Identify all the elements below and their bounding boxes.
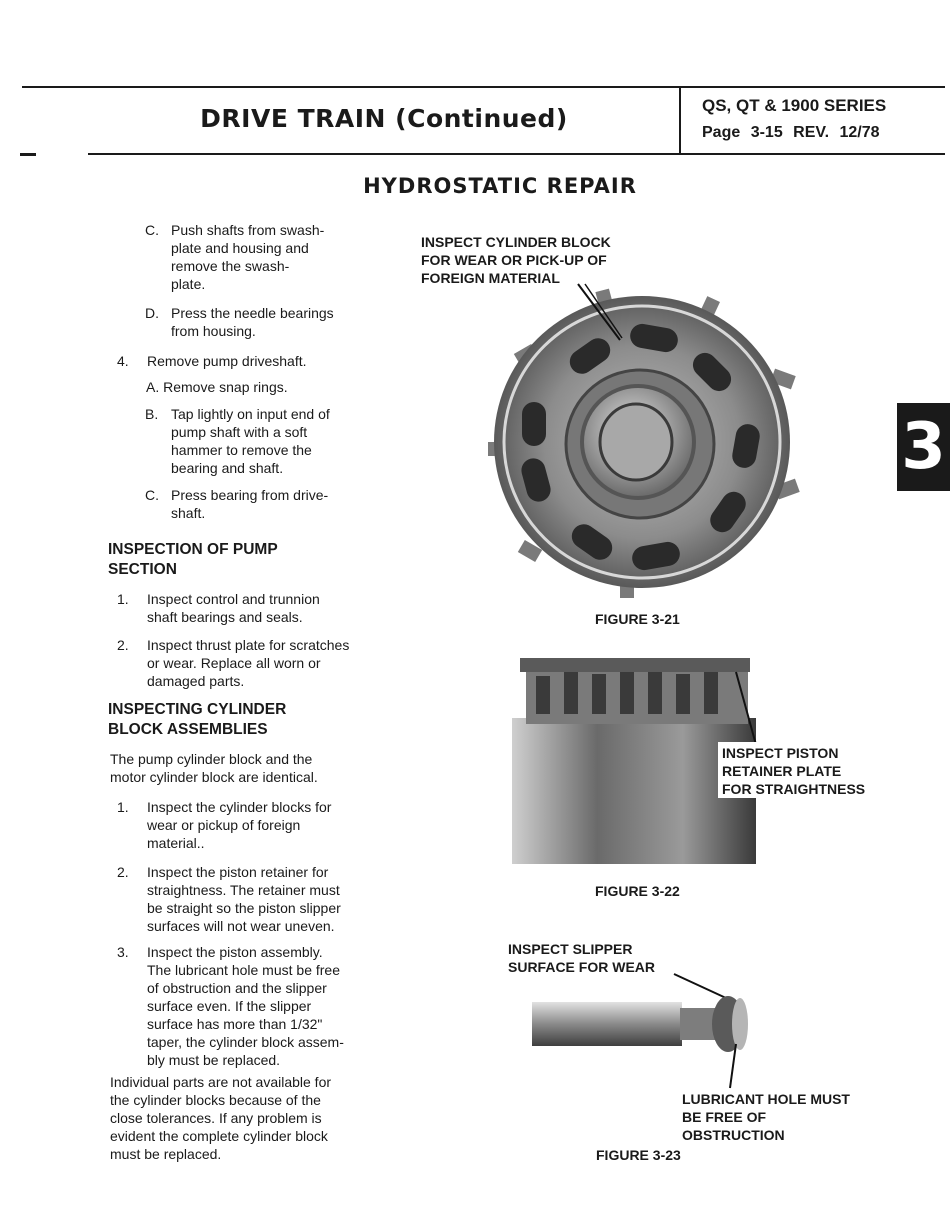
step-text: Remove pump driveshaft. [147,353,307,369]
step-4-remove-driveshaft [117,352,377,370]
step-text: Inspect the piston retainer for straightness. The retainer must be straight so the piston slipper surfaces will not wear uneven. [147,864,341,934]
pump-check-1 [117,590,377,626]
figure-3-23-caption: FIGURE 3-23 [596,1147,681,1163]
step-label: 2. [117,864,129,880]
step-c-push-shafts [145,221,375,293]
step-text: Inspect thrust plate for scratches or wear. Replace all worn or damaged parts. [147,637,350,689]
step-4b-tap-shaft [145,405,385,477]
figure-3-22-caption: FIGURE 3-22 [595,883,680,899]
heading-inspecting-cylinder: INSPECTING CYLINDER BLOCK ASSEMBLIES [108,701,287,738]
pump-check-2 [117,636,387,690]
step-label: C. [145,487,159,503]
step-label: 3. [117,944,129,960]
header-divider [679,88,681,154]
series-label: QS, QT & 1900 SERIES [702,96,887,115]
step-label: 1. [117,591,129,607]
intro-paragraph: The pump cylinder block and the motor cylinder block are identical. [110,751,318,785]
step-4c-press-bearing [145,486,385,522]
step-text: Tap lightly on input end of pump shaft with a soft hammer to remove the bearing and shaft. [171,406,330,476]
step-text: Push shafts from swash- plate and housing and remove the swash- plate. [171,222,325,292]
step-label: C. [145,222,159,238]
step-label: 4. [117,353,129,369]
closing-paragraph: Individual parts are not available for the cylinder blocks because of the close tolerances. If any problem is evident the complete cylinder block must be replaced. [110,1074,332,1162]
step-label: 2. [117,637,129,653]
section-title: HYDROSTATIC REPAIR [363,174,637,198]
figure-3-21-caption: FIGURE 3-21 [595,611,680,627]
header-rule-bottom [88,153,945,155]
piston-assembly-photo [530,972,760,1092]
cylinder-check-2 [117,863,377,935]
step-d-press-bearings [145,304,385,340]
fig23-slipper-callout: INSPECT SLIPPER SURFACE FOR WEAR [508,941,655,975]
step-text: Inspect the piston assembly. The lubricant hole must be free of obstruction and the slipper surface even. If the slipper surface has more than 1/32" taper, the cylinder block assem- bly must be replaced. [147,944,344,1068]
step-label: D. [145,305,159,321]
step-text: Press the needle bearings from housing. [171,305,334,339]
header-rule-top [22,86,945,88]
page-header-title: DRIVE TRAIN (Continued) [200,104,568,133]
fig21-callout: INSPECT CYLINDER BLOCK FOR WEAR OR PICK-UP OF FOREIGN MATERIAL [421,234,611,286]
step-label: 1. [117,799,129,815]
fig23-hole-callout: LUBRICANT HOLE MUST BE FREE OF OBSTRUCTION [682,1091,850,1143]
cylinder-check-3 [117,943,377,1069]
step-text: Inspect control and trunnion shaft bearings and seals. [147,591,320,625]
page-number: Page 3-15 REV. 12/78 [702,124,880,141]
cylinder-check-1 [117,798,377,852]
step-label: B. [145,406,159,422]
step-text: Press bearing from drive- shaft. [171,487,329,521]
cylinder-block-photo [480,282,810,602]
chapter-tab: 3 [897,403,950,491]
fig22-callout: INSPECT PISTON RETAINER PLATE FOR STRAIGHTNESS [722,745,866,797]
heading-inspection-pump: INSPECTION OF PUMP SECTION [108,541,278,578]
margin-dash [20,153,36,156]
step-text: Inspect the cylinder blocks for wear or pickup of foreign material.. [147,799,332,851]
step-4a-snap-rings: A. Remove snap rings. [146,379,288,395]
